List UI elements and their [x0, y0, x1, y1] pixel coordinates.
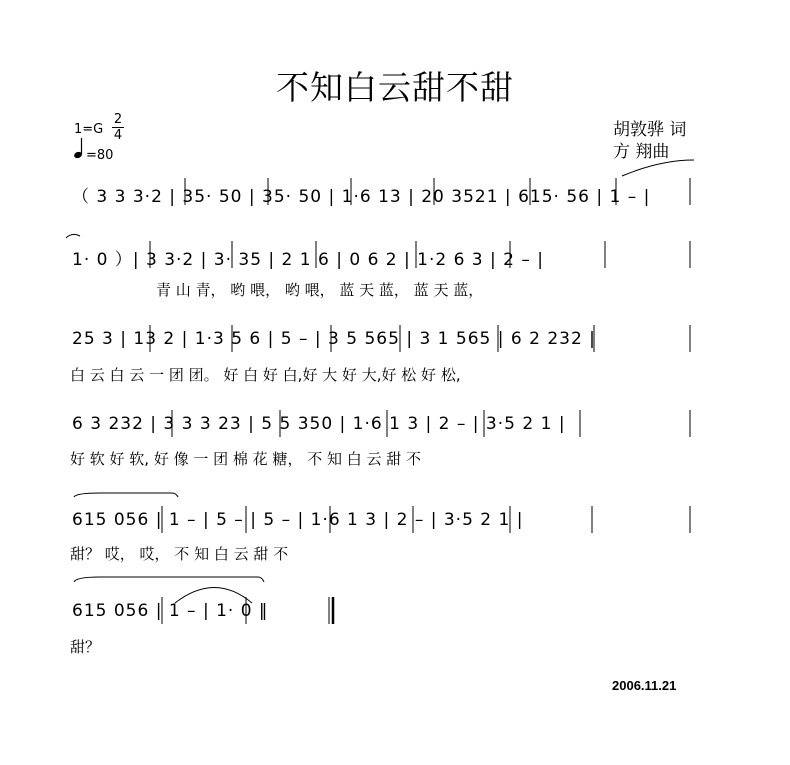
- key-signature: 1=G: [74, 122, 104, 137]
- time-signature-top: 2: [113, 112, 123, 127]
- system-1-notation: （ 3 3 3·2 | 35· 50 | 35· 50 | 1·6 13 | 20 3521 | 615· 56 | 1 – |: [72, 187, 651, 207]
- system-5-lyrics: 甜？ 哎， 哎， 不 知 白 云 甜 不: [70, 545, 289, 563]
- system-4-notation: 6 3 232 | 3 3 3 23 | 5 5 350 | 1·6 1 3 | 2 – | 3·5 2 1 |: [72, 414, 566, 434]
- time-signature-bottom: 4: [113, 128, 123, 143]
- system-5-notation: 615 056 | 1 – | 5 – | 5 – | 1·6 1 3 | 2 – | 3·5 2 1 |: [72, 510, 524, 530]
- lyricist-credit: 胡敦骅 词: [613, 120, 687, 140]
- system-3-notation: 25 3 | 13 2 | 1·3 5 6 | 5 – | 3 5 565 | 3 1 565 | 6 2 232 |: [72, 329, 596, 349]
- system-6-lyrics: 甜？: [70, 638, 101, 656]
- tempo-marking: =80: [86, 148, 114, 163]
- composer-credit: 方 翔曲: [613, 142, 670, 162]
- date-stamp: 2006.11.21: [612, 678, 677, 693]
- system-6-notation: 615 056 | 1 – | 1· 0 ‖: [72, 601, 269, 621]
- system-4-lyrics: 好 软 好 软, 好 像 一 团 棉 花 糖， 不 知 白 云 甜 不: [70, 450, 422, 468]
- system-2-lyrics: 青 山 青， 哟 喂， 哟 喂， 蓝 天 蓝， 蓝 天 蓝，: [156, 281, 484, 299]
- song-title: 不知白云甜不甜: [276, 68, 514, 107]
- system-3-lyrics: 白 云 白 云 一 团 团。 好 白 好 白,好 大 好 大,好 松 好 松,: [70, 366, 461, 384]
- system-2-notation: 1· 0 ）| 3 3·2 | 3· 35 | 2 1 6 | 0 6 2 | 1·2 6 3 | 2 – |: [72, 250, 544, 270]
- quarter-note-icon: [73, 138, 83, 159]
- system-1-tie: [622, 160, 694, 176]
